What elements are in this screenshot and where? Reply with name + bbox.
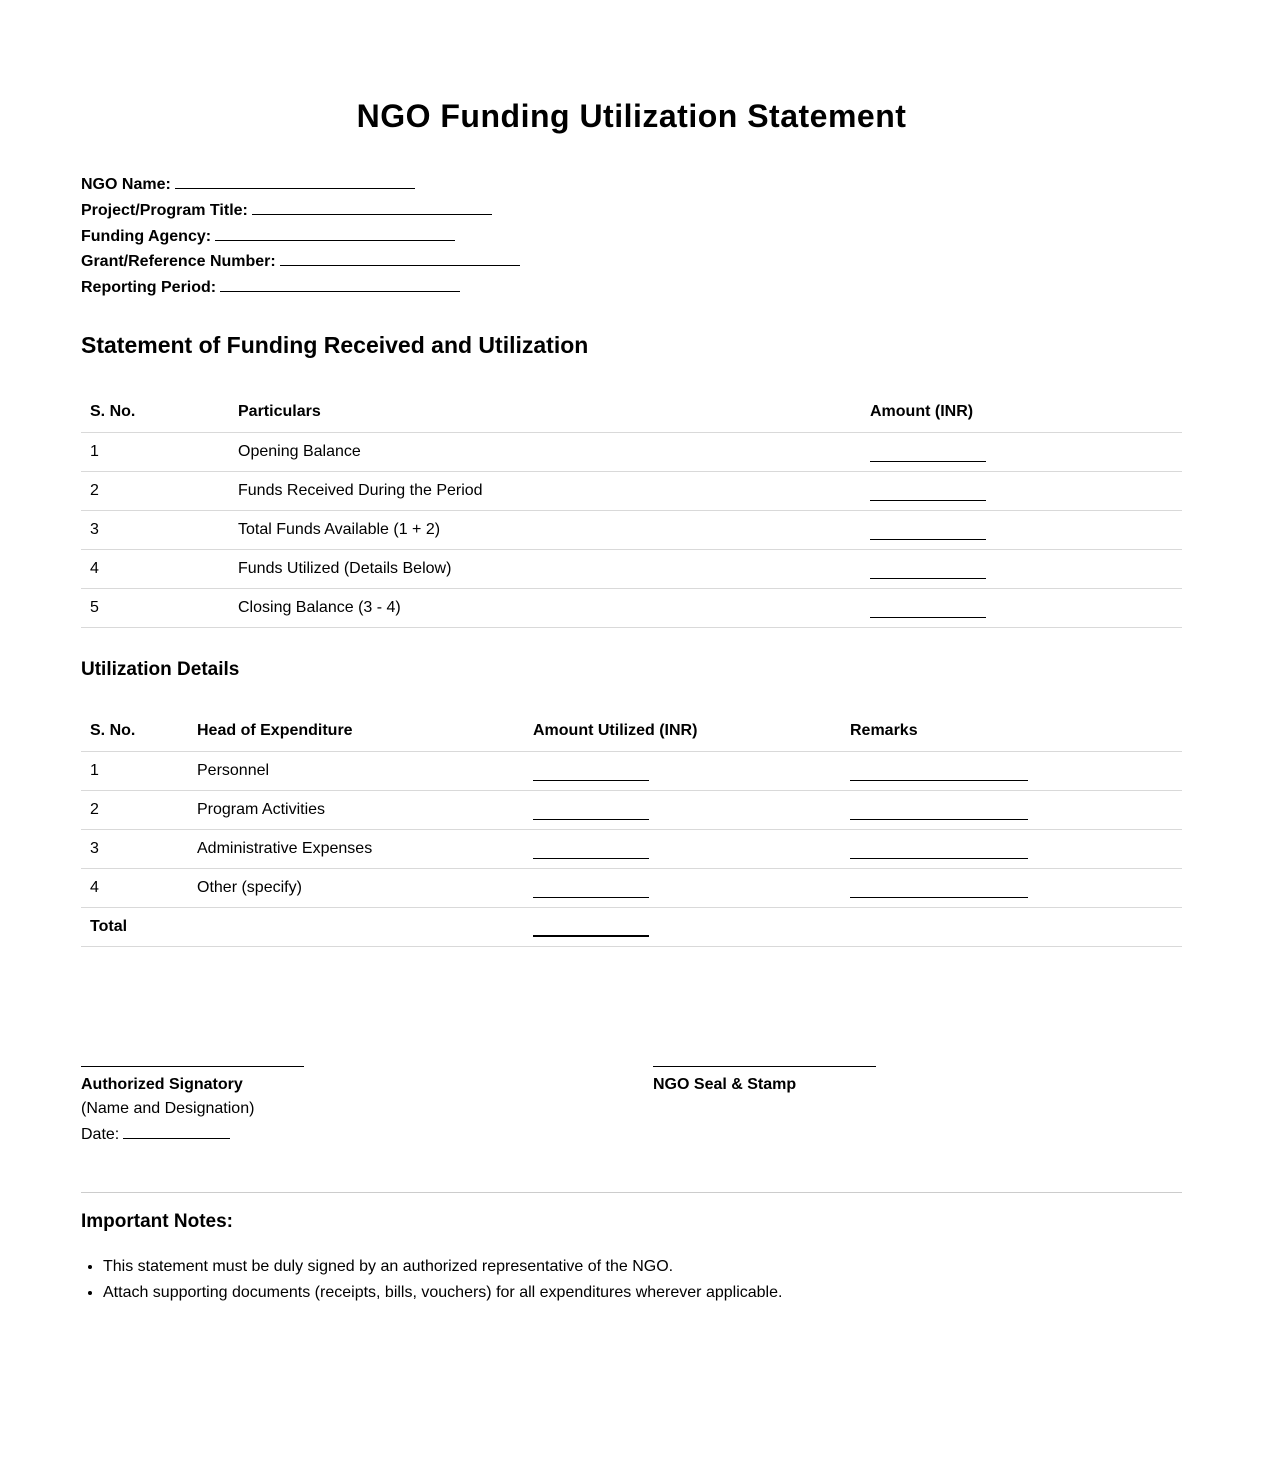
header-particulars: Particulars xyxy=(229,393,861,432)
table-header-row xyxy=(81,393,1182,432)
date-blank[interactable] xyxy=(123,1123,230,1139)
cell-particular: Closing Balance (3 - 4) xyxy=(229,588,861,627)
cell-amount xyxy=(861,510,1182,549)
cell-sno: 1 xyxy=(81,751,188,790)
amount-blank[interactable] xyxy=(533,882,649,898)
cell-amount xyxy=(524,751,841,790)
date-label: Date: xyxy=(81,1126,120,1143)
cell-amount xyxy=(861,432,1182,471)
funding-section-title: Statement of Funding Received and Utilization xyxy=(81,332,589,358)
cell-amount xyxy=(861,549,1182,588)
header-sno: S. No. xyxy=(81,712,188,751)
header-amount: Amount (INR) xyxy=(861,393,1182,432)
funding-agency-blank[interactable] xyxy=(215,224,455,241)
cell-head: Program Activities xyxy=(188,790,524,829)
table-header-row xyxy=(81,712,1182,751)
cell-sno: 4 xyxy=(81,868,188,907)
cell-amount xyxy=(524,790,841,829)
cell-particular: Total Funds Available (1 + 2) xyxy=(229,510,861,549)
cell-sno: 4 xyxy=(81,549,229,588)
cell-head: Personnel xyxy=(188,751,524,790)
signatory-label: Authorized Signatory xyxy=(81,1076,243,1093)
amount-blank[interactable] xyxy=(533,843,649,859)
cell-remarks xyxy=(841,868,1182,907)
amount-blank[interactable] xyxy=(533,765,649,781)
meta-field-project-title xyxy=(81,198,520,224)
remarks-blank[interactable] xyxy=(850,882,1028,898)
cell-remarks xyxy=(841,829,1182,868)
list-item: • This statement must be duly signed by an authorized representative of the NGO. xyxy=(103,1256,1182,1282)
cell-amount xyxy=(861,588,1182,627)
table-row xyxy=(81,751,1182,790)
funding-table xyxy=(81,393,1182,628)
list-item: • Attach supporting documents (receipts, bills, vouchers) for all expenditures wherever applicable. xyxy=(103,1282,1182,1302)
cell-amount xyxy=(861,471,1182,510)
cell-empty xyxy=(188,907,524,946)
cell-head: Other (specify) xyxy=(188,868,524,907)
amount-blank[interactable] xyxy=(870,602,986,618)
notes-divider xyxy=(81,1192,1182,1193)
table-row xyxy=(81,790,1182,829)
meta-field-grant-number xyxy=(81,249,520,275)
table-row xyxy=(81,829,1182,868)
grant-number-blank[interactable] xyxy=(280,249,520,266)
cell-particular: Opening Balance xyxy=(229,432,861,471)
meta-label: Funding Agency: xyxy=(81,227,212,245)
table-row xyxy=(81,432,1182,471)
meta-label: NGO Name: xyxy=(81,176,171,193)
table-row xyxy=(81,510,1182,549)
cell-total-label: Total xyxy=(81,907,188,946)
notes-list xyxy=(81,1256,1182,1301)
meta-field-funding-agency xyxy=(81,224,520,250)
cell-amount xyxy=(524,868,841,907)
meta-fields xyxy=(81,172,520,301)
header-head: Head of Expenditure xyxy=(188,712,524,751)
cell-head: Administrative Expenses xyxy=(188,829,524,868)
cell-amount xyxy=(524,829,841,868)
seal-stamp-block xyxy=(653,1052,876,1098)
utilization-table xyxy=(81,712,1182,947)
cell-sno: 2 xyxy=(81,471,229,510)
table-row xyxy=(81,588,1182,627)
meta-field-ngo-name xyxy=(81,172,520,198)
amount-blank[interactable] xyxy=(533,804,649,820)
cell-remarks xyxy=(841,790,1182,829)
cell-sno: 2 xyxy=(81,790,188,829)
cell-particular: Funds Received During the Period xyxy=(229,471,861,510)
cell-particular: Funds Utilized (Details Below) xyxy=(229,549,861,588)
document-title: NGO Funding Utilization Statement xyxy=(356,98,907,134)
project-title-blank[interactable] xyxy=(252,198,492,215)
table-total-row xyxy=(81,907,1182,946)
seal-label: NGO Seal & Stamp xyxy=(653,1076,797,1093)
meta-label: Project/Program Title: xyxy=(81,201,248,219)
amount-blank[interactable] xyxy=(870,446,986,462)
authorized-signatory-block xyxy=(81,1052,304,1148)
header-sno: S. No. xyxy=(81,393,229,432)
remarks-blank[interactable] xyxy=(850,804,1028,820)
cell-sno: 3 xyxy=(81,829,188,868)
amount-blank[interactable] xyxy=(870,524,986,540)
notes-container xyxy=(81,1256,1182,1301)
remarks-blank[interactable] xyxy=(850,765,1028,781)
header-amount-utilized: Amount Utilized (INR) xyxy=(524,712,841,751)
cell-sno: 1 xyxy=(81,432,229,471)
header-remarks: Remarks xyxy=(841,712,1182,751)
cell-sno: 5 xyxy=(81,588,229,627)
cell-total-amount xyxy=(524,907,841,946)
signatory-subtitle: (Name and Designation) xyxy=(81,1100,255,1117)
meta-label: Reporting Period: xyxy=(81,279,217,297)
reporting-period-blank[interactable] xyxy=(220,275,460,292)
meta-field-reporting-period xyxy=(81,275,520,301)
remarks-blank[interactable] xyxy=(850,843,1028,859)
notes-title: Important Notes: xyxy=(81,1211,233,1232)
meta-label: Grant/Reference Number: xyxy=(81,253,276,271)
table-row xyxy=(81,471,1182,510)
cell-remarks xyxy=(841,751,1182,790)
utilization-section-title: Utilization Details xyxy=(81,659,240,680)
ngo-name-blank[interactable] xyxy=(175,172,415,189)
table-row xyxy=(81,868,1182,907)
amount-blank[interactable] xyxy=(870,563,986,579)
cell-sno: 3 xyxy=(81,510,229,549)
signatory-date xyxy=(81,1123,304,1148)
table-row xyxy=(81,549,1182,588)
seal-line[interactable] xyxy=(653,1052,876,1067)
amount-blank[interactable] xyxy=(870,485,986,501)
signature-line[interactable] xyxy=(81,1052,304,1067)
cell-empty xyxy=(841,907,1182,946)
total-amount-blank[interactable] xyxy=(533,921,649,937)
